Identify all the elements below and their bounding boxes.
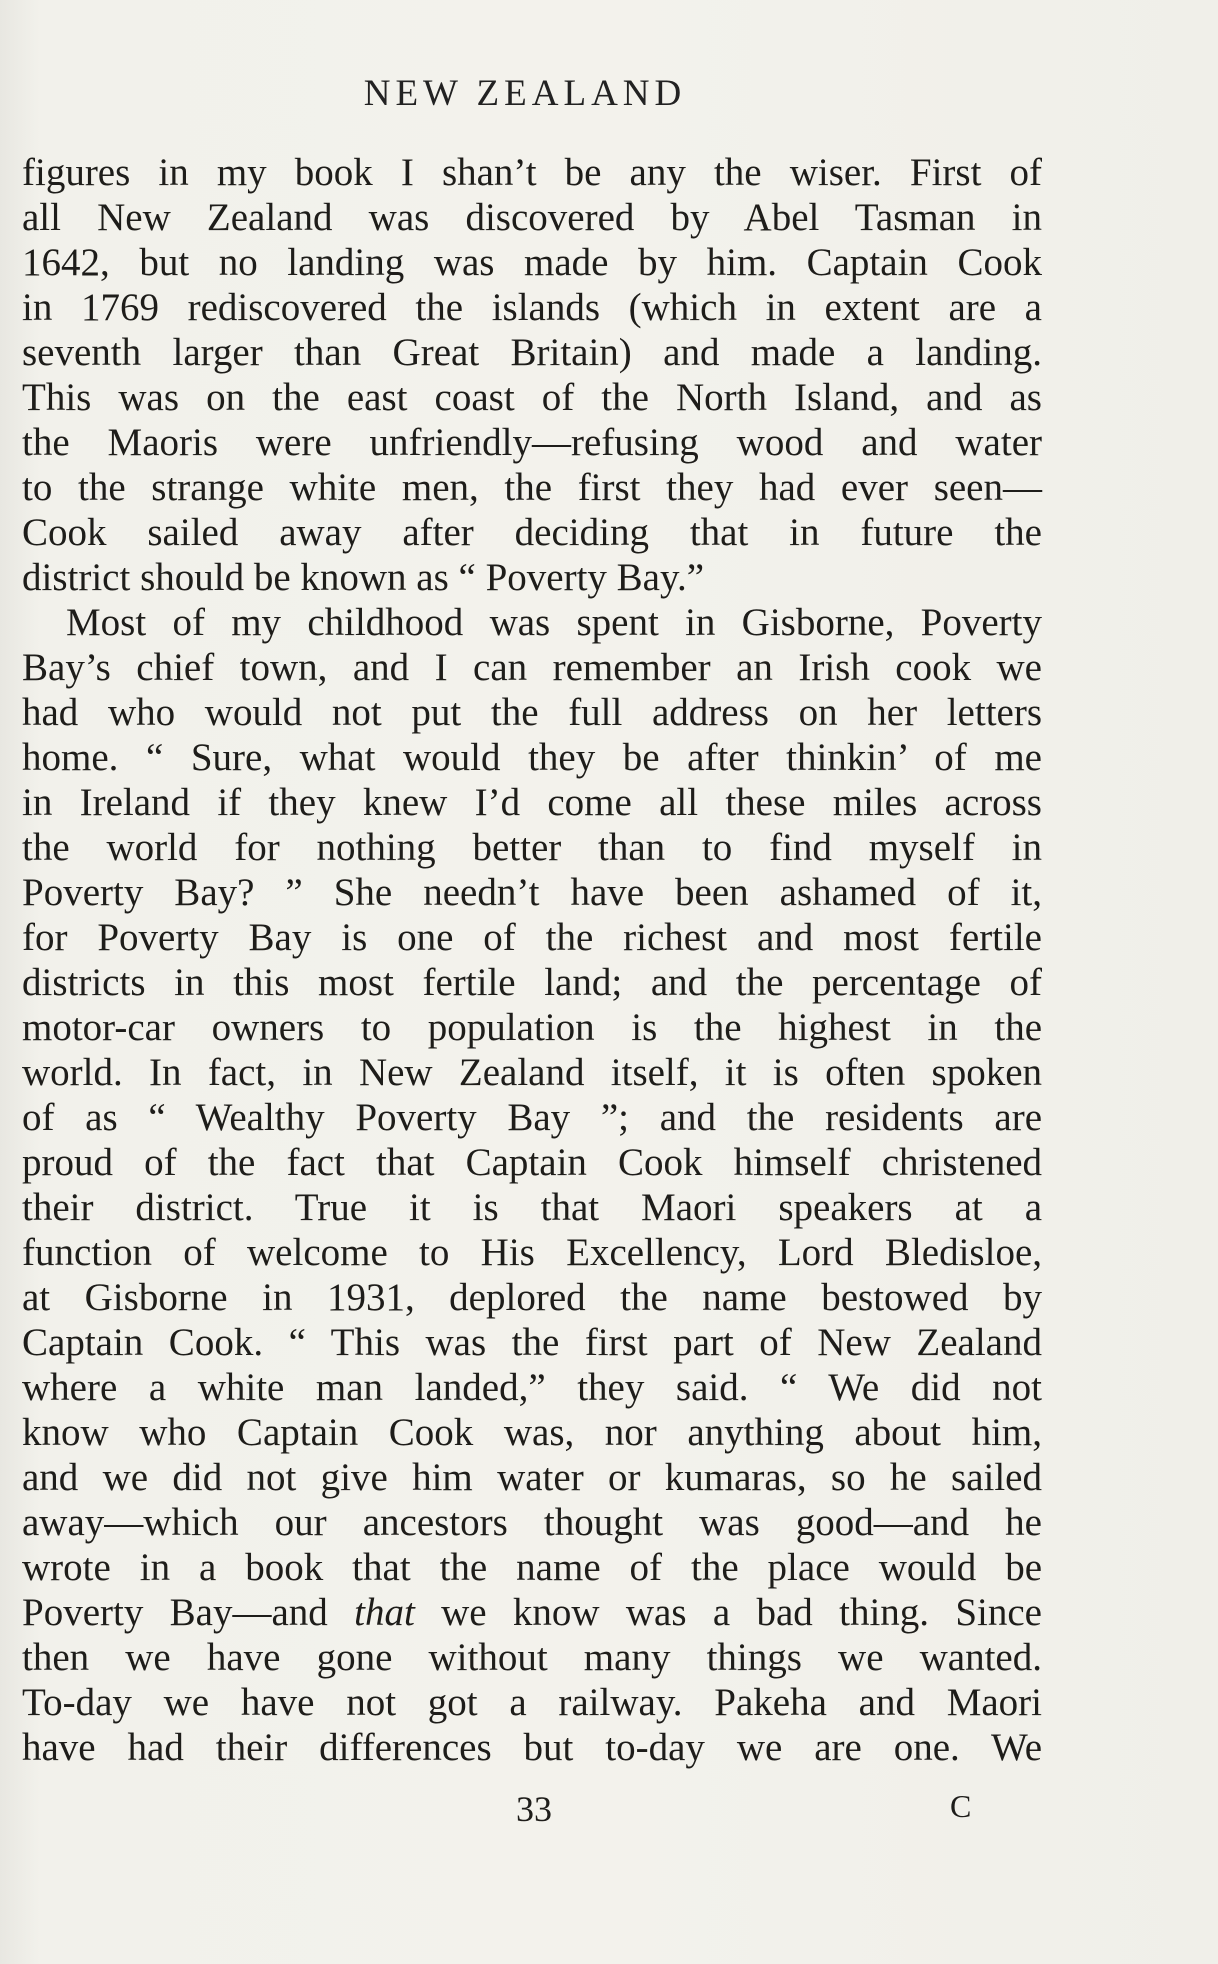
text-line: to the strange white men, the first they had ever seen— xyxy=(22,466,1042,509)
text-line: have had their differences but to-day we are one. We xyxy=(22,1726,1042,1769)
text-line: their district. True it is that Maori speakers at a xyxy=(22,1186,1042,1229)
running-head: NEW ZEALAND xyxy=(363,73,687,114)
signature-mark: C xyxy=(950,1788,972,1824)
text-line: at Gisborne in 1931, deplored the name bestowed by xyxy=(22,1276,1042,1319)
text-line: know who Captain Cook was, nor anything about him, xyxy=(22,1411,1042,1454)
text-line: district should be known as “ Poverty Bay.” xyxy=(22,556,705,599)
text-line: proud of the fact that Captain Cook himself christened xyxy=(22,1141,1042,1184)
text-line-with-italic xyxy=(22,1590,1042,1635)
text-segment: we know was a bad thing. Since xyxy=(414,1591,1042,1634)
text-line: for Poverty Bay is one of the richest and most fertile xyxy=(22,916,1042,959)
text-line: away—which our ancestors thought was good—and he xyxy=(22,1501,1042,1544)
text-line: Captain Cook. “ This was the first part of New Zealand xyxy=(22,1321,1042,1364)
text-line: all New Zealand was discovered by Abel Tasman in xyxy=(22,196,1042,239)
page-number: 33 xyxy=(516,1789,552,1829)
text-line: the Maoris were unfriendly—refusing wood and water xyxy=(22,421,1042,464)
text-line: home. “ Sure, what would they be after thinkin’ of me xyxy=(22,736,1042,779)
italic-word: that xyxy=(354,1591,415,1634)
text-line: figures in my book I shan’t be any the wiser. First of xyxy=(22,151,1042,194)
text-segment: Poverty Bay—and xyxy=(22,1591,355,1634)
text-line: Cook sailed away after deciding that in future the xyxy=(22,511,1042,554)
text-line: wrote in a book that the name of the place would be xyxy=(22,1546,1042,1589)
text-line: motor-car owners to population is the highest in the xyxy=(22,1006,1042,1049)
text-line: the world for nothing better than to find myself in xyxy=(22,826,1042,869)
text-line: function of welcome to His Excellency, Lord Bledisloe, xyxy=(22,1231,1042,1274)
text-line: districts in this most fertile land; and the percentage of xyxy=(22,961,1042,1004)
text-line: Poverty Bay? ” She needn’t have been ashamed of it, xyxy=(22,871,1042,914)
text-line: in 1769 rediscovered the islands (which in extent are a xyxy=(22,286,1042,329)
text-line: and we did not give him water or kumaras, so he sailed xyxy=(22,1456,1042,1499)
text-line: seventh larger than Great Britain) and made a landing. xyxy=(22,331,1042,374)
text-line: Bay’s chief town, and I can remember an Irish cook we xyxy=(22,646,1042,689)
text-line: world. In fact, in New Zealand itself, it is often spoken xyxy=(22,1051,1042,1094)
text-line: then we have gone without many things we wanted. xyxy=(22,1636,1042,1679)
text-line: of as “ Wealthy Poverty Bay ”; and the residents are xyxy=(22,1096,1042,1139)
body-text xyxy=(22,150,1042,1770)
paragraph-start-line: Most of my childhood was spent in Gisborne, Poverty xyxy=(66,601,1042,644)
text-line: in Ireland if they knew I’d come all these miles across xyxy=(22,781,1042,824)
text-line: To-day we have not got a railway. Pakeha and Maori xyxy=(22,1681,1042,1724)
text-line: This was on the east coast of the North Island, and as xyxy=(22,376,1042,419)
text-line: 1642, but no landing was made by him. Captain Cook xyxy=(22,241,1042,284)
text-line: had who would not put the full address on her letters xyxy=(22,691,1042,734)
text-line: where a white man landed,” they said. “ We did not xyxy=(22,1366,1042,1409)
